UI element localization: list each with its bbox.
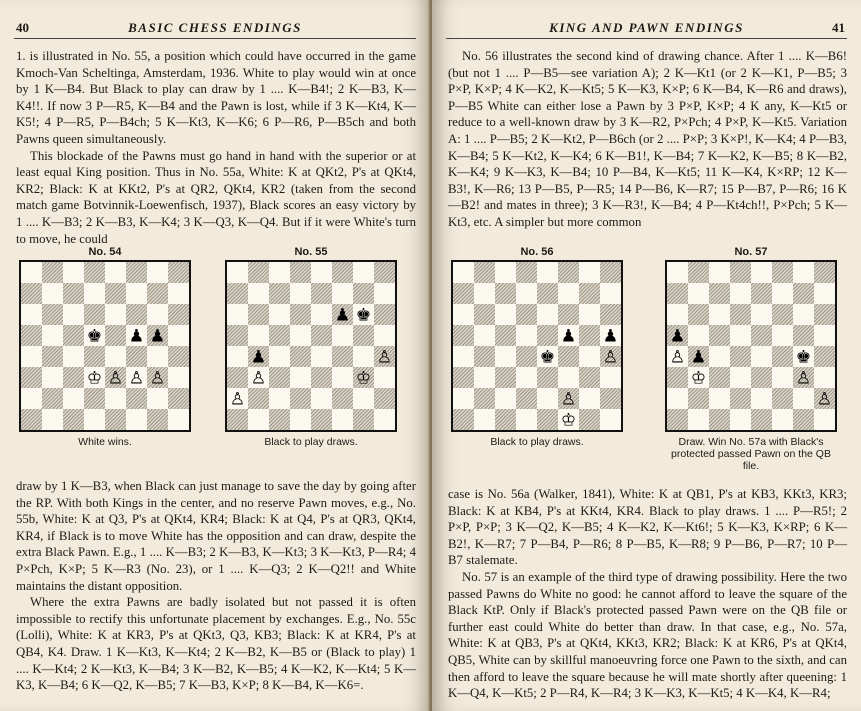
dark-square	[126, 388, 147, 409]
light-square	[42, 325, 63, 346]
light-square	[516, 409, 537, 430]
light-square	[579, 262, 600, 283]
light-square	[269, 262, 290, 283]
light-square	[516, 367, 537, 388]
dark-square	[269, 283, 290, 304]
board-svg	[227, 262, 395, 430]
board-svg	[453, 262, 621, 430]
chess-board	[19, 260, 191, 432]
light-square	[21, 346, 42, 367]
white-king-icon	[691, 368, 706, 388]
diagram-label: No. 54	[88, 246, 122, 258]
white-pawn-icon	[561, 389, 576, 409]
dark-square	[311, 367, 332, 388]
dark-square	[688, 262, 709, 283]
light-square	[290, 283, 311, 304]
dark-square	[227, 283, 248, 304]
light-square	[558, 283, 579, 304]
light-square	[667, 304, 688, 325]
light-square	[269, 346, 290, 367]
board-svg	[667, 262, 835, 430]
light-square	[453, 304, 474, 325]
dark-square	[579, 325, 600, 346]
black-pawn-icon	[251, 347, 266, 367]
diagram-caption: White wins.	[78, 436, 132, 448]
right-page	[432, 0, 861, 711]
light-square	[63, 388, 84, 409]
light-square	[311, 388, 332, 409]
light-square	[495, 262, 516, 283]
chess-board	[225, 260, 397, 432]
light-square	[126, 283, 147, 304]
light-square	[772, 325, 793, 346]
black-pawn-icon	[691, 347, 706, 367]
light-square	[147, 388, 168, 409]
light-square	[793, 388, 814, 409]
light-square	[772, 409, 793, 430]
white-pawn-icon	[150, 368, 165, 388]
dark-square	[311, 409, 332, 430]
light-square	[537, 262, 558, 283]
diagram-label: No. 57	[734, 246, 768, 258]
diagram-no-54	[16, 244, 194, 448]
white-pawn-icon	[377, 347, 392, 367]
light-square	[814, 367, 835, 388]
light-square	[105, 388, 126, 409]
white-pawn-icon	[230, 389, 245, 409]
dark-square	[751, 367, 772, 388]
paragraph: No. 57 is an example of the third type of drawing possibility. Here the two passed Pawns do White no good: he cannot afford to leave the square of the Black KtP. Only if Black's protected passed Pawn were on the QB file or further east could White do better than draw. In that case, e.g., No. 57a, White: K at QB3, P's at QKt4, KKt3, KR2; Black: K at KR6, P's at QKt4, QB5, White can by skillful manoeuvring force one Pawn to the sixth, and can then afford to leave the square because he will mate shortly after queening: 1 K—Q4, K—Kt5; 2 P—R4, K—R4; 3 K—K3, K—Kt5; 4 K—K4, K—R4;	[448, 569, 847, 701]
dark-square	[453, 283, 474, 304]
dark-square	[332, 262, 353, 283]
right-running-title: KING AND PAWN ENDINGS	[549, 20, 744, 35]
dark-square	[730, 346, 751, 367]
left-page-number: 40	[16, 20, 29, 35]
dark-square	[772, 262, 793, 283]
light-square	[353, 388, 374, 409]
dark-square	[709, 409, 730, 430]
light-square	[558, 367, 579, 388]
light-square	[793, 262, 814, 283]
light-square	[772, 367, 793, 388]
light-square	[709, 262, 730, 283]
light-square	[474, 367, 495, 388]
diagram-caption: Draw. Win No. 57a with Black's protected passed Pawn on the QB file.	[671, 436, 831, 472]
light-square	[688, 283, 709, 304]
dark-square	[772, 388, 793, 409]
light-square	[269, 388, 290, 409]
dark-square	[474, 346, 495, 367]
dark-square	[516, 304, 537, 325]
left-diagrams	[0, 244, 430, 464]
dark-square	[269, 409, 290, 430]
dark-square	[730, 262, 751, 283]
dark-square	[290, 388, 311, 409]
dark-square	[751, 409, 772, 430]
chess-board	[451, 260, 623, 432]
light-square	[84, 409, 105, 430]
left-bottom-text	[16, 478, 416, 694]
white-pawn-icon	[129, 368, 144, 388]
light-square	[579, 388, 600, 409]
light-square	[730, 367, 751, 388]
dark-square	[63, 367, 84, 388]
dark-square	[21, 325, 42, 346]
light-square	[227, 304, 248, 325]
dark-square	[42, 304, 63, 325]
black-king-icon	[87, 326, 102, 346]
white-pawn-icon	[251, 368, 266, 388]
light-square	[474, 325, 495, 346]
dark-square	[579, 367, 600, 388]
light-square	[332, 409, 353, 430]
dark-square	[579, 283, 600, 304]
light-square	[168, 367, 189, 388]
dark-square	[353, 325, 374, 346]
light-square	[374, 409, 395, 430]
black-pawn-icon	[561, 326, 576, 346]
light-square	[688, 409, 709, 430]
black-pawn-icon	[603, 326, 618, 346]
light-square	[814, 283, 835, 304]
light-square	[751, 262, 772, 283]
light-square	[688, 325, 709, 346]
dark-square	[709, 325, 730, 346]
light-square	[579, 304, 600, 325]
black-pawn-icon	[150, 326, 165, 346]
dark-square	[21, 409, 42, 430]
dark-square	[126, 262, 147, 283]
dark-square	[290, 304, 311, 325]
dark-square	[227, 409, 248, 430]
light-square	[105, 304, 126, 325]
dark-square	[248, 388, 269, 409]
light-square	[126, 409, 147, 430]
dark-square	[772, 304, 793, 325]
left-top-text	[16, 48, 416, 247]
dark-square	[42, 346, 63, 367]
diagram-no-55	[222, 244, 400, 448]
dark-square	[667, 409, 688, 430]
dark-square	[600, 304, 621, 325]
dark-square	[495, 367, 516, 388]
paragraph: No. 56 illustrates the second kind of drawing chance. After 1 .... K—B6! (but not 1 .... P—B5—see variation A); 2 K—Kt1 (or 2 K—K1, P—B5; 3 P×P, K×P; 4 K—K2, K—Kt5; 5 K—K3, K×P; 6 K—B4, K—R6 and draws), P—B5 White can either lose a Pawn by 3 P×P, K×P; 4 K any, K—Kt5 or reduce to a well-known draw by 3 K—R2, P×Pch; 4 P×P, K—Kt5. Variation A: 1 .... P—B5; 2 K—Kt2, P—B6ch (or 2 .... P×P; 3 K×P!, K—K4; 4 P—B3, K—B4; 5 K—Kt2, K—K4; 6 K—B1!, K—B4; 7 K—K2, K—B5; 8 K—B2, K—K4; 9 K—K3, K—B4; 10 P—B4, K—Kt5; 11 K—K4, K×RP; 12 K—B3!, K—R6; 13 P—B5, P—R5; 14 P—B6, K—R7; 15 P—B7, P—R6; 16 K—B2! and mates in three); 3 K—R3!, K—B4; 4 P—Kt4ch!!, P×Pch; 5 K—Kt3, etc. A simpler but more common	[448, 49, 847, 229]
left-page	[0, 0, 430, 711]
dark-square	[793, 283, 814, 304]
light-square	[600, 283, 621, 304]
light-square	[21, 388, 42, 409]
light-square	[709, 388, 730, 409]
dark-square	[516, 262, 537, 283]
light-square	[474, 409, 495, 430]
dark-square	[269, 325, 290, 346]
right-diagrams	[432, 244, 861, 472]
dark-square	[332, 346, 353, 367]
dark-square	[688, 304, 709, 325]
dark-square	[84, 346, 105, 367]
dark-square	[474, 304, 495, 325]
white-king-icon	[561, 410, 576, 430]
light-square	[147, 262, 168, 283]
dark-square	[453, 325, 474, 346]
light-square	[63, 262, 84, 283]
right-page-number: 41	[832, 20, 845, 35]
dark-square	[227, 367, 248, 388]
dark-square	[105, 409, 126, 430]
left-running-title: BASIC CHESS ENDINGS	[128, 20, 302, 35]
light-square	[290, 409, 311, 430]
light-square	[730, 283, 751, 304]
light-square	[63, 304, 84, 325]
diagram-label: No. 56	[520, 246, 554, 258]
dark-square	[579, 409, 600, 430]
white-king-icon	[87, 368, 102, 388]
dark-square	[168, 262, 189, 283]
light-square	[667, 388, 688, 409]
light-square	[495, 388, 516, 409]
light-square	[105, 346, 126, 367]
dark-square	[558, 262, 579, 283]
dark-square	[227, 325, 248, 346]
dark-square	[374, 304, 395, 325]
light-square	[730, 409, 751, 430]
dark-square	[311, 325, 332, 346]
light-square	[332, 325, 353, 346]
paragraph: case is No. 56a (Walker, 1841), White: K at QB1, P's at KB3, KKt3, KR3; Black: K at KB4, P's at KKt4, KR4. Black to play draws. 1 .... P—R5!; 2 P×P, P×P; 3 K—Q2, K—B5; 4 K—K2, K—Kt6!; 5 K—K3, K×RP; 6 K—B2!, K—R7; 7 P—B4, P—R6; 8 P—B5, K—R8; 9 P—B6, P—R7; 10 P—B7 stalemate.	[448, 487, 847, 568]
light-square	[537, 388, 558, 409]
light-square	[730, 325, 751, 346]
light-square	[168, 283, 189, 304]
dark-square	[147, 283, 168, 304]
light-square	[751, 304, 772, 325]
dark-square	[84, 262, 105, 283]
right-running-header	[446, 20, 847, 39]
diagram-label: No. 55	[294, 246, 328, 258]
light-square	[311, 304, 332, 325]
light-square	[600, 367, 621, 388]
dark-square	[495, 283, 516, 304]
light-square	[751, 388, 772, 409]
light-square	[227, 262, 248, 283]
light-square	[374, 283, 395, 304]
dark-square	[63, 325, 84, 346]
dark-square	[168, 346, 189, 367]
light-square	[42, 367, 63, 388]
dark-square	[751, 325, 772, 346]
dark-square	[495, 409, 516, 430]
light-square	[248, 325, 269, 346]
dark-square	[814, 304, 835, 325]
light-square	[311, 262, 332, 283]
dark-square	[84, 304, 105, 325]
paragraph: 1. is illustrated in No. 55, a position which could have occurred in the game Kmoch-Van Scheltinga, Amsterdam, 1936. White to play would win at once by 1 K—B4. But Black to play can draw by 1 .... K—B4!; 2 K—B3, K—K4!!. If now 3 P—R5, K—B4 and the Pawn is lost, while if 3 K—Kt4, K—K5!; 4 P—R5, P—B4ch; 5 K—Kt3, K—K6; 6 P—R6, P—B5ch and both Pawns queen simultaneously.	[16, 49, 416, 146]
dark-square	[814, 346, 835, 367]
dark-square	[688, 388, 709, 409]
dark-square	[600, 388, 621, 409]
dark-square	[730, 304, 751, 325]
dark-square	[814, 262, 835, 283]
dark-square	[558, 304, 579, 325]
diagram-caption: Black to play draws.	[490, 436, 584, 448]
light-square	[332, 367, 353, 388]
dark-square	[63, 409, 84, 430]
dark-square	[516, 346, 537, 367]
light-square	[453, 388, 474, 409]
dark-square	[730, 388, 751, 409]
dark-square	[63, 283, 84, 304]
chess-board	[665, 260, 837, 432]
white-pawn-icon	[603, 347, 618, 367]
light-square	[42, 283, 63, 304]
paragraph: Where the extra Pawns are badly isolated but not passed it is often impossible to rectify this unfortunate placement by exchanges. E.g., No. 55c (Lolli), White: K at KR3, P's at QKt3, Q3, KB3; Black: K at KR4, P's at QB4, K4. Draw. 1 K—Kt3, K—Kt4; 2 K—B2, K—B5 or (Black to play) 1 .... K—Kt4; 2 K—Kt3, K—B4; 3 K—B2, K—B5; 4 K—K2, K—Kt4; 5 K—K3, K—B4; 6 K—Q2, K—B5; 7 K—B3, K×P; 8 K—B4, K—K6=.	[16, 595, 416, 693]
light-square	[248, 283, 269, 304]
light-square	[168, 325, 189, 346]
black-pawn-icon	[335, 305, 350, 325]
light-square	[353, 262, 374, 283]
dark-square	[709, 367, 730, 388]
white-pawn-icon	[796, 368, 811, 388]
dark-square	[772, 346, 793, 367]
dark-square	[353, 409, 374, 430]
light-square	[537, 304, 558, 325]
black-king-icon	[796, 347, 811, 367]
light-square	[579, 346, 600, 367]
light-square	[21, 304, 42, 325]
light-square	[516, 283, 537, 304]
dark-square	[516, 388, 537, 409]
light-square	[168, 409, 189, 430]
dark-square	[290, 346, 311, 367]
light-square	[353, 346, 374, 367]
dark-square	[474, 262, 495, 283]
dark-square	[537, 283, 558, 304]
light-square	[311, 346, 332, 367]
light-square	[709, 304, 730, 325]
light-square	[21, 262, 42, 283]
light-square	[495, 346, 516, 367]
light-square	[227, 346, 248, 367]
dark-square	[126, 304, 147, 325]
white-pawn-icon	[108, 368, 123, 388]
light-square	[453, 262, 474, 283]
light-square	[374, 325, 395, 346]
black-king-icon	[356, 305, 371, 325]
dark-square	[21, 367, 42, 388]
black-pawn-icon	[670, 326, 685, 346]
light-square	[105, 262, 126, 283]
dark-square	[168, 388, 189, 409]
light-square	[63, 346, 84, 367]
light-square	[453, 346, 474, 367]
dark-square	[537, 409, 558, 430]
right-bottom-text	[448, 486, 847, 702]
dark-square	[290, 262, 311, 283]
dark-square	[558, 346, 579, 367]
dark-square	[105, 283, 126, 304]
white-pawn-icon	[670, 347, 685, 367]
dark-square	[709, 283, 730, 304]
dark-square	[537, 325, 558, 346]
dark-square	[332, 388, 353, 409]
light-square	[290, 367, 311, 388]
light-square	[332, 283, 353, 304]
dark-square	[474, 388, 495, 409]
left-running-header	[14, 20, 416, 39]
light-square	[751, 346, 772, 367]
white-king-icon	[356, 368, 371, 388]
dark-square	[793, 325, 814, 346]
light-square	[600, 409, 621, 430]
dark-square	[248, 262, 269, 283]
dark-square	[453, 367, 474, 388]
light-square	[709, 346, 730, 367]
paragraph: This blockade of the Pawns must go hand in hand with the superior or at least equal King position. Thus in No. 55a, White: K at QKt2, P's at QKt4, KR2; Black: K at KKt2, P's at QR2, QKt4, KR2 (taken from the second match game Botvinnik-Loewenfisch, 1937), Black scores an easy victory by 1 .... K—B3; 2 K—B3, K—K4; 3 K—Q3, K—Q4. But if it were White's turn to move, he could	[16, 148, 416, 246]
dark-square	[269, 367, 290, 388]
light-square	[42, 409, 63, 430]
light-square	[474, 283, 495, 304]
diagram-no-56	[448, 244, 626, 448]
dark-square	[751, 283, 772, 304]
dark-square	[495, 325, 516, 346]
light-square	[516, 325, 537, 346]
dark-square	[374, 262, 395, 283]
light-square	[147, 346, 168, 367]
light-square	[290, 325, 311, 346]
paragraph: draw by 1 K—B3, when Black can just manage to save the day by going after the RP. With both Kings in the center, and no reserve Pawn moves, e.g., No. 55b, White: K at Q3, P's at QKt4, KR4; Black: K at Q4, P's at QR3, QKt4, KR4, if Black is to move White has the opposition and can draw, despite the extra Black Pawn. E.g., 1 .... K—B3; 2 K—B3, K—Kt3; 3 K—Kt3, P—R4; 4 P×Pch, K×P; 5 K—R3 (No. 23), or 1 .... K—Q3; 2 K—Q2!! and White maintains the distant opposition.	[16, 479, 416, 593]
dark-square	[374, 388, 395, 409]
light-square	[374, 367, 395, 388]
light-square	[814, 325, 835, 346]
black-pawn-icon	[129, 326, 144, 346]
dark-square	[600, 262, 621, 283]
dark-square	[667, 283, 688, 304]
light-square	[269, 304, 290, 325]
light-square	[495, 304, 516, 325]
light-square	[667, 262, 688, 283]
dark-square	[147, 409, 168, 430]
dark-square	[793, 409, 814, 430]
dark-square	[248, 304, 269, 325]
dark-square	[353, 283, 374, 304]
diagram-no-57	[662, 244, 840, 472]
dark-square	[42, 262, 63, 283]
dark-square	[667, 367, 688, 388]
dark-square	[42, 388, 63, 409]
diagram-caption: Black to play draws.	[264, 436, 358, 448]
dark-square	[311, 283, 332, 304]
dark-square	[453, 409, 474, 430]
white-pawn-icon	[817, 389, 832, 409]
right-top-text	[448, 48, 847, 231]
dark-square	[84, 388, 105, 409]
light-square	[147, 304, 168, 325]
dark-square	[21, 283, 42, 304]
light-square	[814, 409, 835, 430]
dark-square	[126, 346, 147, 367]
light-square	[793, 304, 814, 325]
board-svg	[21, 262, 189, 430]
dark-square	[105, 325, 126, 346]
dark-square	[168, 304, 189, 325]
light-square	[248, 409, 269, 430]
dark-square	[537, 367, 558, 388]
light-square	[84, 283, 105, 304]
black-king-icon	[540, 347, 555, 367]
light-square	[772, 283, 793, 304]
